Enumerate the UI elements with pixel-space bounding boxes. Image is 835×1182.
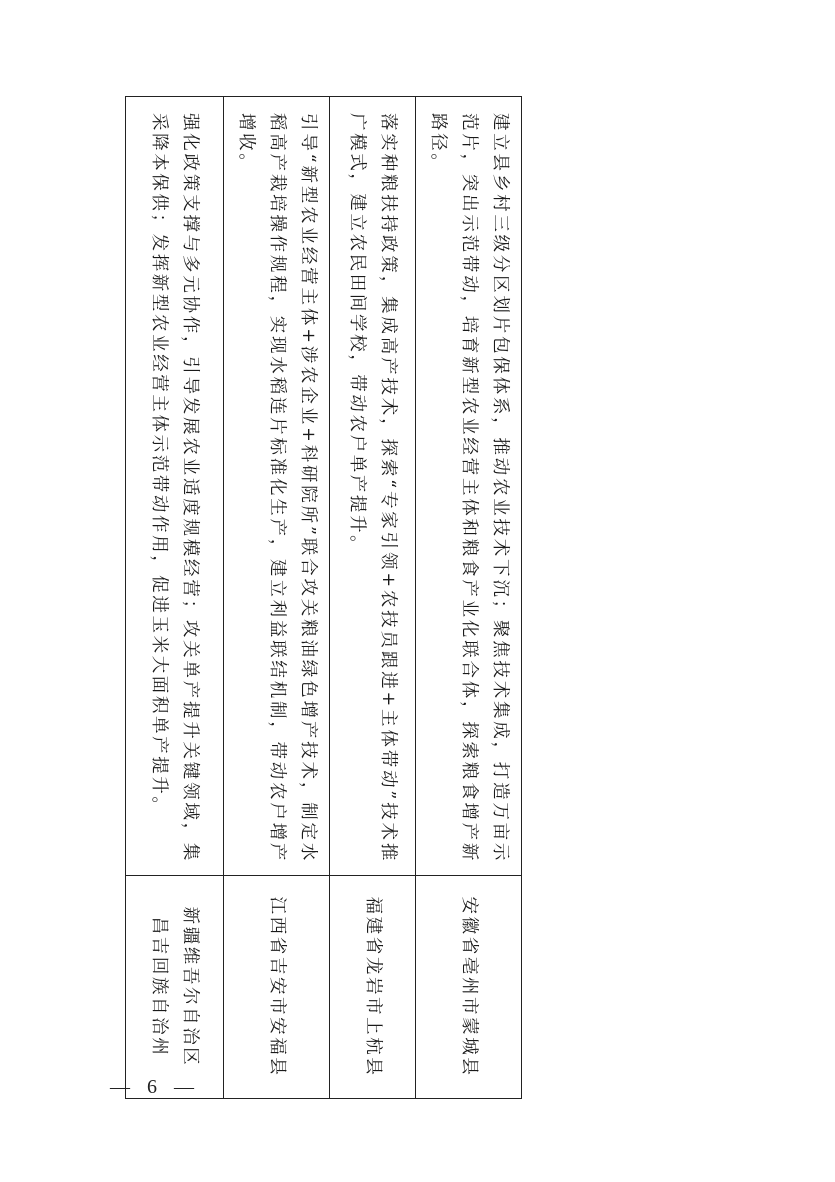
regions-table bbox=[125, 96, 522, 1099]
location-line: 新疆维吾尔自治区 bbox=[180, 906, 201, 1068]
location-line: 江西省吉安市安福县 bbox=[267, 896, 287, 1078]
page-number: — 6 — bbox=[110, 1076, 200, 1098]
location-line: 福建省龙岩市上杭县 bbox=[363, 896, 383, 1078]
table-cell-location bbox=[330, 876, 416, 1099]
table-cell-description: 落实种粮扶持政策，集成高产技术，探索“专家引领+农技员跟进+主体带动”技术推广模式，建立农民田间学校，带动农户单产提升。 bbox=[330, 97, 416, 876]
table-cell-location bbox=[224, 876, 330, 1099]
location-line: 安徽省亳州市蒙城县 bbox=[459, 896, 479, 1078]
location-line: 昌吉回族自治州 bbox=[149, 916, 170, 1058]
table-cell-location bbox=[416, 876, 522, 1099]
table-cell-location bbox=[126, 876, 224, 1099]
table-row bbox=[416, 97, 522, 1099]
table-row bbox=[126, 97, 224, 1099]
rotated-table-wrapper bbox=[136, 96, 522, 1078]
table-row bbox=[330, 97, 416, 1099]
table-cell-description: 引导“新型农业经营主体+涉农企业+科研院所”联合攻关粮油绿色增产技术，制定水稻高产栽培操作规程，实现水稻连片标准化生产，建立利益联结机制，带动农户增产增收。 bbox=[224, 97, 330, 876]
table-cell-description: 强化政策支撑与多元协作，引导发展农业适度规模经营；攻关单产提升关键领域，集采降本保供；发挥新型农业经营主体示范带动作用，促进玉米大面积单产提升。 bbox=[126, 97, 224, 876]
table-row bbox=[224, 97, 330, 1099]
table-cell-description: 建立县乡村三级分区划片包保体系，推动农业技术下沉；聚焦技术集成，打造万亩示范片，突出示范带动，培育新型农业经营主体和粮食产业化联合体，探索粮食增产新路径。 bbox=[416, 97, 522, 876]
